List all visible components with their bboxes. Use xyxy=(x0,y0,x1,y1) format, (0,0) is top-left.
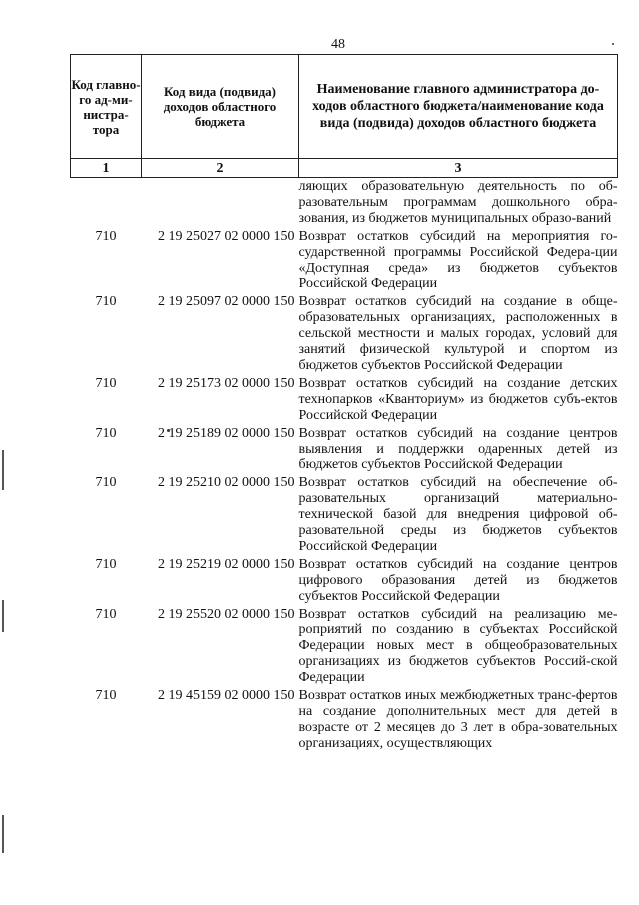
header-revenue-code: Код вида (подвида) доходов областного бюджета xyxy=(142,55,299,159)
table-row xyxy=(71,292,618,374)
table-cell-name: Возврат остатков субсидий на создание центров цифрового образования детей из бюджетов субъектов Российской Федерации xyxy=(298,556,618,604)
table-row xyxy=(71,473,618,555)
table-cell-admin: 710 xyxy=(95,228,117,244)
table-row xyxy=(71,686,618,752)
header-name: Наименование главного администратора до-ходов областного бюджета/наименование кода вида (подвида) доходов областного бюджета xyxy=(299,55,618,159)
table-cell-name: Возврат остатков субсидий на создание центров выявления и поддержки одаренных детей из бюджетов субъектов Российской Федерации xyxy=(298,425,618,473)
column-number-1: 1 xyxy=(71,159,142,178)
header-admin-code: Код главно-го ад-ми-нистра-тора xyxy=(71,55,142,159)
table-row xyxy=(71,555,618,605)
table-cell-admin: 710 xyxy=(95,688,117,704)
table-row xyxy=(71,605,618,687)
page-number: 48 xyxy=(331,37,345,52)
column-number-2: 2 xyxy=(142,159,299,178)
table-row xyxy=(71,374,618,424)
scan-artifact-line xyxy=(2,450,4,490)
table-cell-code: 2 19 25520 02 0000 150 xyxy=(158,606,295,622)
table-cell-admin: 710 xyxy=(95,606,117,622)
table-cell-admin xyxy=(71,178,142,227)
table-cell-name: Возврат остатков субсидий на обеспечение об-разовательных организаций материально-технической базой для внедрения цифровой об-разовательной среды из бюджетов субъектов Российской Федерации xyxy=(298,475,618,554)
table-cell-admin: 710 xyxy=(95,556,117,572)
table-cell-code: 2 19 25189 02 0000 150 xyxy=(158,425,295,441)
continuation-text: ляющих образовательную деятельность по об-разовательным программам дошкольного обра-зования, из бюджетов муниципальных образо-ваний xyxy=(298,179,618,226)
column-number-3: 3 xyxy=(299,159,618,178)
table-row xyxy=(71,227,618,293)
table-cell-name: Возврат остатков субсидий на создание в обще-образовательных организациях, расположенных в сельской местности и малых городах, условий для занятий физической культурой и спортом из бюджетов субъектов Российской Федерации xyxy=(298,294,618,373)
table-cell-name: Возврат остатков иных межбюджетных транс-фертов на создание дополнительных мест для детей в возрасте от 2 месяцев до 3 лет в обра-зовательных организациях, осуществляющих xyxy=(298,688,618,751)
table-cell-code: 2 19 45159 02 0000 150 xyxy=(158,688,295,704)
table-cell-name: Возврат остатков субсидий на создание детских технопарков «Кванториум» из бюджетов субъ-ектов Российской Федерации xyxy=(298,375,618,423)
scan-artifact-line xyxy=(2,815,4,853)
table-cell-code: 2 19 25173 02 0000 150 xyxy=(158,375,295,391)
table-row xyxy=(71,424,618,474)
table-cell-code: 2 19 25219 02 0000 150 xyxy=(158,556,295,572)
table-cell-name: Возврат остатков субсидий на мероприятия го-сударственной программы Российской Федера-ции «Доступная среда» из бюджетов субъектов Российской Федерации xyxy=(298,228,618,292)
table-cell-admin: 710 xyxy=(95,425,117,441)
scan-artifact-dot xyxy=(612,43,614,45)
table-cell-code: 2 19 25097 02 0000 150 xyxy=(158,294,295,310)
table-cell-code: 2 19 25027 02 0000 150 xyxy=(158,228,295,244)
revenue-codes-table xyxy=(70,54,618,752)
table-cell-admin: 710 xyxy=(95,294,117,310)
table-cell-admin: 710 xyxy=(95,475,117,491)
table-cell-code xyxy=(142,178,299,227)
table-cell-admin: 710 xyxy=(95,375,117,391)
table-cell-name: Возврат остатков субсидий на реализацию ме-роприятий по созданию в субъектах Российской Федерации новых мест в общеобразовательных организациях из бюджетов субъектов Россий-ской Федерации xyxy=(298,606,618,686)
scan-artifact-line xyxy=(2,600,4,632)
table-cell-code: 2 19 25210 02 0000 150 xyxy=(158,475,295,491)
